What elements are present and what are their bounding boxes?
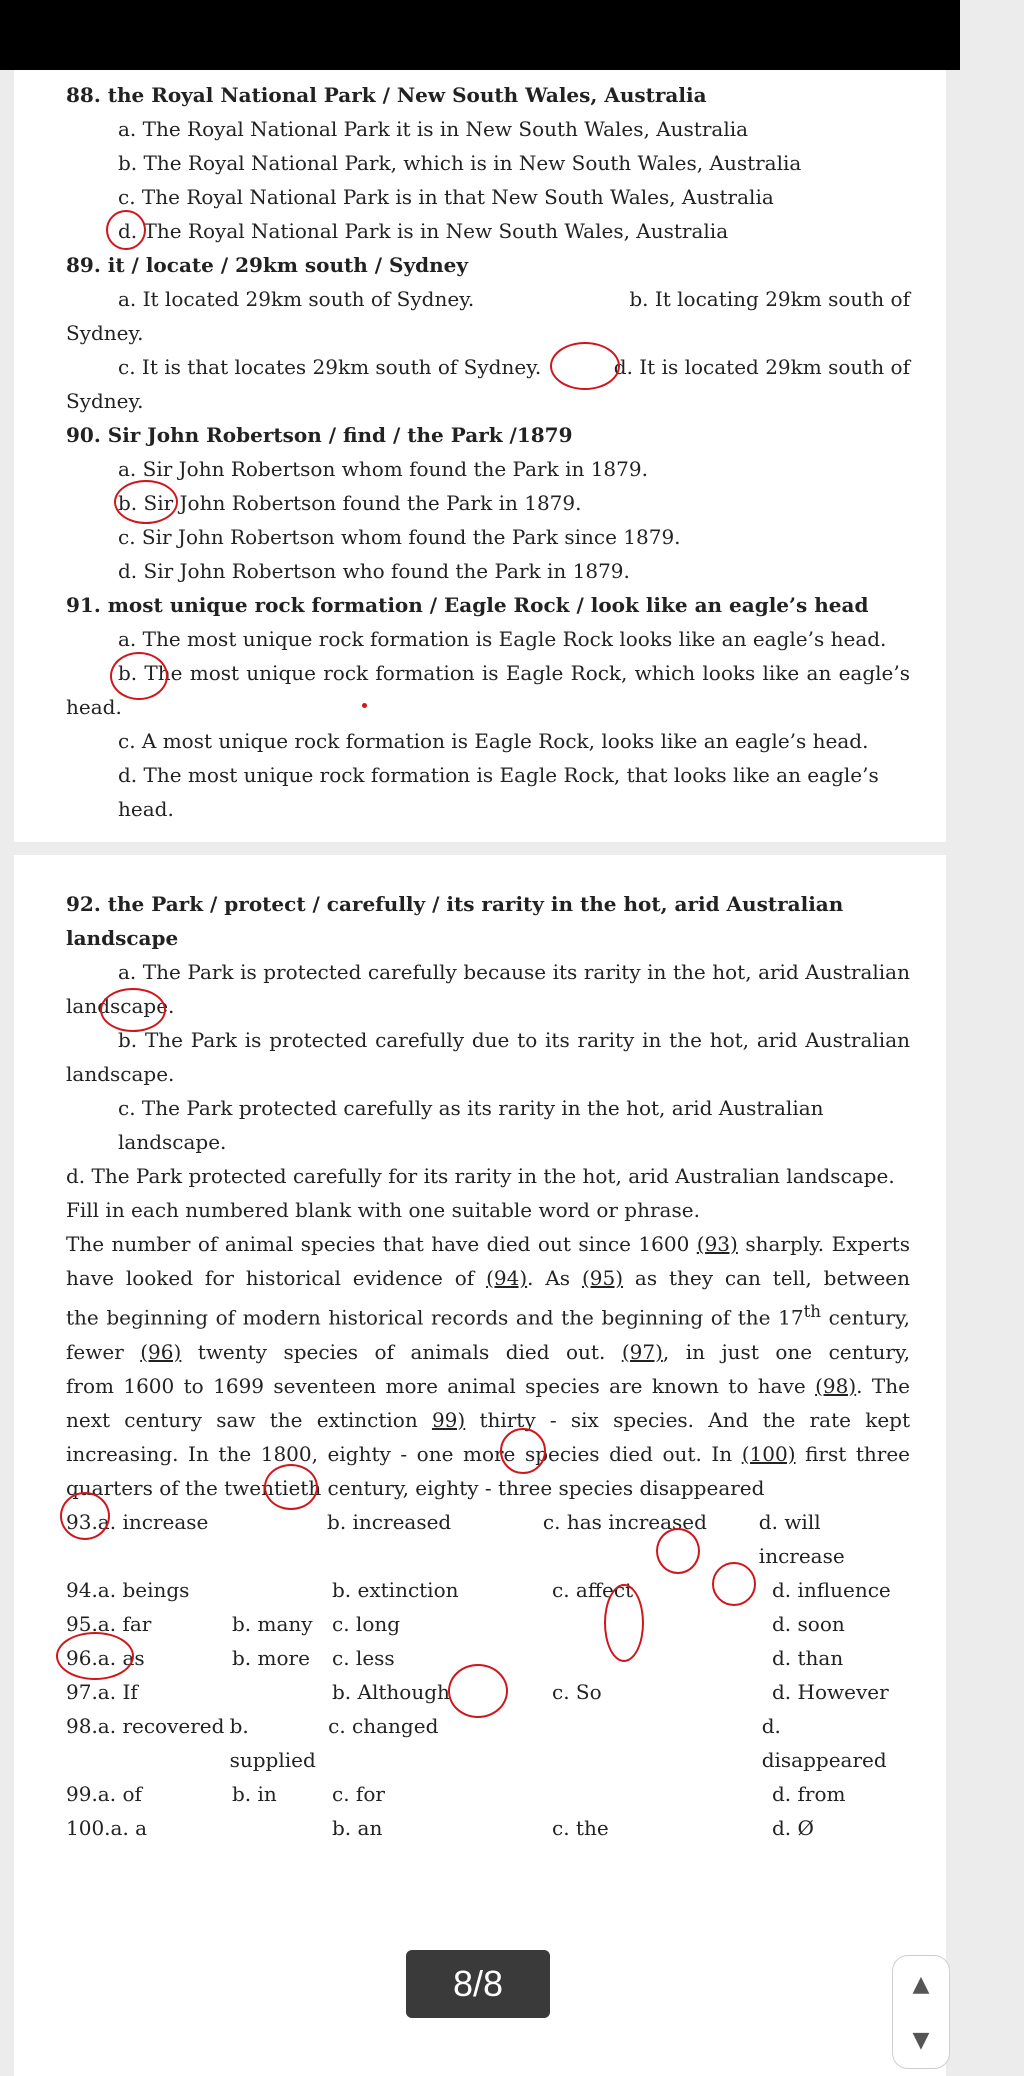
answer-circle-93c — [500, 1428, 546, 1474]
option-91b: b. The most unique rock formation is Eagle Rock, which looks like an eagle’s — [118, 661, 910, 685]
answer-circle-89d — [550, 342, 620, 390]
question-88: 88. the Royal National Park / New South Wales, Australia — [66, 83, 707, 107]
page-indicator: 8/8 — [406, 1950, 550, 2018]
option-90a: a. Sir John Robertson whom found the Park in 1879. — [118, 457, 648, 481]
answer-circle-88d — [106, 210, 146, 250]
annotation-dot — [362, 703, 367, 708]
document-page-1 — [14, 70, 946, 842]
answer-row-99: 99.a. of b. in c. for d. from — [66, 1781, 846, 1806]
answer-row-93: 93.a. increase b. increased c. has increased d. will increase — [66, 1509, 845, 1568]
answer-row-95: 95.a. far b. many c. long d. soon — [66, 1611, 845, 1636]
option-88b: b. The Royal National Park, which is in New South Wales, Australia — [118, 151, 802, 175]
option-row-89cd — [66, 350, 910, 384]
option-90d: d. Sir John Robertson who found the Park in 1879. — [118, 559, 630, 583]
option-92a: a. The Park is protected carefully because its rarity in the hot, arid Australian — [118, 960, 910, 984]
option-89d: d. It is located 29km south of — [613, 355, 910, 379]
option-88a: a. The Royal National Park it is in New South Wales, Australia — [118, 117, 749, 141]
question-89: 89. it / locate / 29km south / Sydney — [66, 253, 468, 277]
option-92b: b. The Park is protected carefully due to its rarity in the hot, arid Australian — [118, 1028, 910, 1052]
option-92a-cont: landscape. — [66, 994, 175, 1018]
blank-96: (96) — [140, 1339, 182, 1364]
chevron-down-icon[interactable]: ▼ — [912, 2027, 930, 2053]
option-90b: b. Sir John Robertson found the Park in 1879. — [118, 491, 582, 515]
passage-line-4: fewer (96) twenty species of animals died out. (97), in just one century, — [66, 1339, 910, 1364]
document-page-2 — [14, 855, 946, 2076]
option-89b: b. It locating 29km south of — [629, 287, 910, 311]
instruction: Fill in each numbered blank with one suitable word or phrase. — [66, 1198, 700, 1222]
option-91a: a. The most unique rock formation is Eagle Rock looks like an eagle’s head. — [118, 627, 887, 651]
option-88c: c. The Royal National Park is in that New South Wales, Australia — [118, 185, 774, 209]
question-91: 91. most unique rock formation / Eagle Rock / look like an eagle’s head — [66, 593, 869, 617]
passage-line-3: the beginning of modern historical records and the beginning of the 17th century, — [66, 1302, 910, 1330]
blank-93: (93) — [696, 1232, 738, 1256]
answer-circle-90b — [114, 480, 178, 524]
scroll-control — [892, 1955, 950, 2069]
passage-line-2: have looked for historical evidence of (94). As (95) as they can tell, between — [66, 1266, 911, 1290]
passage-line-7: increasing. In the 1800, eighty - one more species died out. In (100) first three — [66, 1441, 910, 1466]
blank-99: 99) — [431, 1407, 466, 1432]
option-91c: c. A most unique rock formation is Eagle Rock, looks like an eagle’s head. — [118, 729, 869, 753]
answer-row-94: 94.a. beings b. extinction c. affect d. influence — [66, 1577, 891, 1602]
option-92b-cont: landscape. — [66, 1062, 175, 1086]
chevron-up-icon[interactable]: ▲ — [912, 1971, 930, 1997]
question-90: 90. Sir John Robertson / find / the Park /1879 — [66, 423, 573, 447]
answer-row-97: 97.a. If b. Although c. So d. However — [66, 1679, 889, 1704]
blank-95: (95) — [581, 1266, 624, 1290]
blank-100: (100) — [741, 1441, 796, 1466]
option-92c: c. The Park protected carefully as its rarity in the hot, arid Australian landscape. — [118, 1096, 824, 1154]
option-89d-cont: Sydney. — [66, 389, 144, 413]
option-91d: d. The most unique rock formation is Eagle Rock, that looks like an eagle’s head. — [118, 763, 879, 821]
passage — [66, 1227, 910, 1505]
option-90c: c. Sir John Robertson whom found the Park since 1879. — [118, 525, 681, 549]
answer-circle-98d — [604, 1584, 644, 1662]
blank-97: (97) — [621, 1339, 663, 1364]
top-bar — [0, 0, 960, 70]
answer-circle-99a — [56, 1632, 134, 1680]
answer-circle-100c — [448, 1664, 508, 1718]
option-89a: a. It located 29km south of Sydney. — [118, 287, 475, 311]
passage-line-5: from 1600 to 1699 seventeen more animal species are known to have (98). The — [66, 1373, 910, 1398]
blank-94: (94) — [486, 1266, 528, 1290]
question-92: 92. the Park / protect / carefully / its rarity in the hot, arid Australian landscape — [66, 892, 844, 950]
answer-circle-95a — [60, 1492, 110, 1540]
option-89c: c. It is that locates 29km south of Sydney. — [118, 355, 542, 379]
option-89b-cont: Sydney. — [66, 321, 144, 345]
answer-row-100: 100.a. a b. an c. the d. Ø — [66, 1815, 814, 1840]
option-row-89ab — [66, 282, 910, 316]
passage-line-1: The number of animal species that have died out since 1600 (93) sharply. Experts — [66, 1232, 910, 1256]
passage-line-6: next century saw the extinction 99) thirty - six species. And the rate kept — [66, 1407, 910, 1432]
answer-circle-91b — [110, 652, 168, 700]
option-91b-cont: head. — [66, 695, 122, 719]
answer-circle-94b — [264, 1464, 318, 1510]
answer-row-98: 98.a. recovered b. supplied c. changed d. disappeared — [66, 1713, 887, 1772]
option-92d: d. The Park protected carefully for its rarity in the hot, arid Australian landscape. — [66, 1164, 895, 1188]
answer-circle-97d — [712, 1562, 756, 1606]
blank-98: (98) — [815, 1373, 857, 1398]
answer-row-96: 96.a. as b. more c. less d. than — [66, 1645, 844, 1670]
answer-circle-92b — [100, 988, 166, 1032]
answer-circle-96d — [656, 1528, 700, 1574]
option-88d: d. The Royal National Park is in New South Wales, Australia — [118, 219, 729, 243]
passage-line-8: quarters of the twentieth century, eighty - three species disappeared — [66, 1475, 765, 1500]
